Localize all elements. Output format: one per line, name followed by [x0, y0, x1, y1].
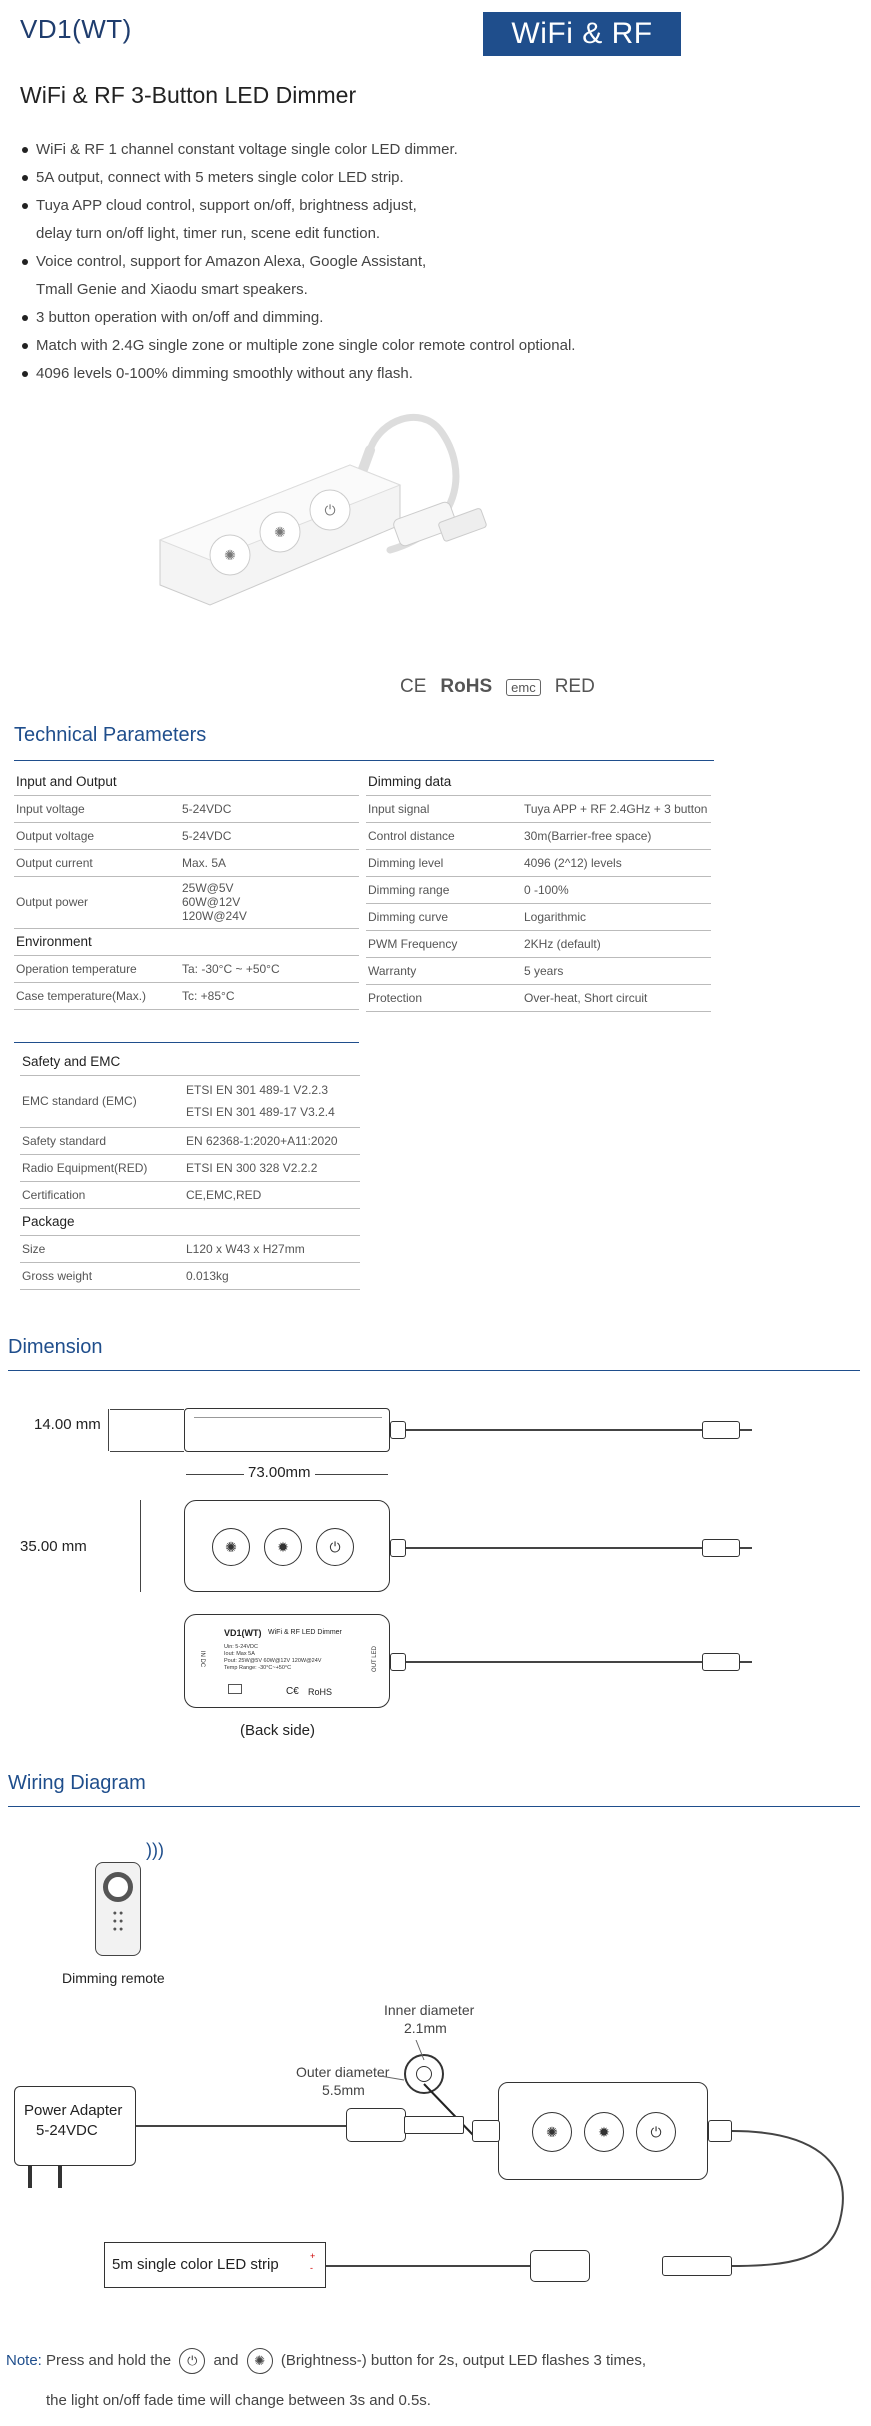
row-value: EN 62368-1:2020+A11:2020: [178, 1127, 360, 1154]
row-value: ETSI EN 300 328 V2.2.2: [178, 1154, 360, 1181]
inner-diameter-value: 2.1mm: [404, 2020, 447, 2036]
row-label: Certification: [20, 1181, 178, 1208]
table-row: [20, 1262, 360, 1289]
row-label: Control distance: [366, 822, 516, 849]
dimming-heading: Dimming data: [366, 768, 711, 795]
wireless-signal-icon: ))): [146, 1840, 164, 1860]
cable: [404, 1661, 704, 1663]
in-dc-text: IN DC: [199, 1650, 206, 1668]
feature-list: [20, 136, 720, 388]
ce-mark: C€: [286, 1686, 299, 1697]
power-value: 25W@5V: [182, 881, 234, 895]
row-label: Safety standard: [20, 1127, 178, 1154]
note-line-2: the light on/off fade time will change between 3s and 0.5s.: [46, 2392, 431, 2409]
rohs-mark: RoHS: [308, 1687, 333, 1697]
row-label: Input signal: [366, 795, 516, 822]
row-value: 5-24VDC: [174, 795, 359, 822]
table-row: [366, 984, 711, 1011]
plug-tip: [740, 1547, 752, 1549]
dim-line: [110, 1451, 184, 1452]
label-title: VD1(WT): [224, 1628, 262, 1638]
row-value: 5-24VDC: [174, 822, 359, 849]
io-table: [14, 768, 359, 1010]
row-label: Dimming curve: [366, 903, 516, 930]
row-value: L120 x W43 x H27mm: [178, 1235, 360, 1262]
row-label: Output current: [14, 849, 174, 876]
row-label: EMC standard (EMC): [20, 1075, 178, 1127]
row-label: Operation temperature: [14, 955, 174, 982]
wifi-rf-badge: WiFi & RF: [483, 12, 681, 56]
power-value: 120W@24V: [182, 909, 247, 923]
note-and: and: [213, 2351, 239, 2369]
table-row: [20, 1154, 360, 1181]
cable-strain: [708, 2120, 732, 2142]
feature-item-continued: Tmall Genie and Xiaodu smart speakers.: [36, 281, 308, 298]
dc-socket: [530, 2250, 590, 2282]
table-row: [14, 876, 359, 928]
env-heading: Environment: [14, 928, 359, 955]
output-plug: [662, 2256, 732, 2276]
row-value: 30m(Barrier-free space): [516, 822, 711, 849]
table-row: [366, 849, 711, 876]
row-label: Size: [20, 1235, 178, 1262]
plug-tip: [740, 1661, 752, 1663]
power-button: ⏻: [316, 1528, 354, 1566]
wiring-divider: [8, 1806, 860, 1807]
dim-line: [110, 1409, 184, 1410]
row-label: Warranty: [366, 957, 516, 984]
dc-plug: [702, 1653, 740, 1671]
height-label: 14.00 mm: [34, 1416, 101, 1433]
power-button: ⏻: [636, 2112, 676, 2152]
label-line: Uin: 5-24VDC: [224, 1644, 258, 1650]
adapter-cable: [136, 2125, 348, 2127]
width-label: 35.00 mm: [20, 1538, 87, 1555]
row-label: Case temperature(Max.): [14, 982, 174, 1009]
cable-strain: [472, 2120, 500, 2142]
tech-divider: [14, 760, 714, 761]
outer-diameter-label: Outer diameter: [296, 2064, 390, 2080]
row-value: 4096 (2^12) levels: [516, 849, 711, 876]
svg-text:✺: ✺: [274, 525, 286, 541]
row-label: Protection: [366, 984, 516, 1011]
note-line-1: [6, 2348, 646, 2374]
output-cable: [730, 2120, 860, 2280]
feature-item: 3 button operation with on/off and dimming.: [20, 304, 720, 332]
row-value: [178, 1075, 360, 1127]
table-row: [366, 957, 711, 984]
plug-tip: [740, 1429, 752, 1431]
safety-table: [20, 1048, 360, 1290]
feature-item: 5A output, connect with 5 meters single color LED strip.: [20, 164, 720, 192]
power-icon: ⏻: [179, 2348, 205, 2374]
dim-line: [108, 1409, 109, 1451]
red-mark: RED: [554, 676, 595, 697]
io-heading: Input and Output: [14, 768, 359, 795]
tech-params-heading: Technical Parameters: [14, 724, 207, 746]
dc-plug: [702, 1539, 740, 1557]
brightness-down-button: ✺: [532, 2112, 572, 2152]
label-line: Iout: Max 5A: [224, 1651, 255, 1657]
cable-strain: [390, 1653, 406, 1671]
product-subtitle: WiFi & RF 3-Button LED Dimmer: [20, 82, 357, 108]
row-value: Logarithmic: [516, 903, 711, 930]
feature-item: WiFi & RF 1 channel constant voltage single color LED dimmer.: [20, 136, 720, 164]
dim-line: [140, 1500, 141, 1592]
dimension-heading: Dimension: [8, 1336, 103, 1358]
strip-cable: [326, 2265, 532, 2267]
table-row: [20, 1075, 360, 1127]
cable: [404, 1429, 704, 1431]
outer-diameter-value: 5.5mm: [322, 2082, 365, 2098]
row-label: Radio Equipment(RED): [20, 1154, 178, 1181]
feature-item: Tuya APP cloud control, support on/off, brightness adjust,: [20, 192, 720, 220]
brightness-down-button: ✺: [212, 1528, 250, 1566]
note-text: (Brightness-) button for 2s, output LED flashes 3 times,: [280, 2351, 647, 2369]
table-row: [366, 795, 711, 822]
power-value: 60W@12V: [182, 895, 241, 909]
strip-polarity-icon: + -: [310, 2251, 316, 2273]
table-row: [366, 822, 711, 849]
brightness-up-button: ✹: [264, 1528, 302, 1566]
length-label: 73.00mm: [244, 1464, 315, 1481]
svg-text:⏻: ⏻: [324, 503, 336, 519]
rohs-mark: RoHS: [440, 676, 493, 697]
row-value: Over-heat, Short circuit: [516, 984, 711, 1011]
adapter-prong: [58, 2166, 62, 2188]
svg-text:✺: ✺: [224, 548, 236, 564]
row-label: Input voltage: [14, 795, 174, 822]
row-label: Dimming level: [366, 849, 516, 876]
table-row: [20, 1235, 360, 1262]
feature-item: Match with 2.4G single zone or multiple zone single color remote control optional.: [20, 332, 720, 360]
cert-row: [400, 676, 595, 698]
table-row: [20, 1181, 360, 1208]
table-row: [14, 955, 359, 982]
adapter-prong: [28, 2166, 32, 2188]
row-label: Output voltage: [14, 822, 174, 849]
emc-value: ETSI EN 301 489-17 V3.2.4: [186, 1105, 335, 1119]
table-row: [14, 849, 359, 876]
table-row: [366, 876, 711, 903]
feature-item: Voice control, support for Amazon Alexa, Google Assistant,: [20, 248, 720, 276]
table-row: [14, 822, 359, 849]
tuya-logo-icon: [228, 1684, 242, 1694]
product-image: [140, 410, 560, 670]
back-side-label: (Back side): [240, 1722, 316, 1739]
feature-item: 4096 levels 0-100% dimming smoothly without any flash.: [20, 360, 720, 388]
label-specs: [224, 1644, 321, 1672]
package-heading: Package: [20, 1208, 360, 1235]
dc-plug: [702, 1421, 740, 1439]
brightness-up-button: ✹: [584, 2112, 624, 2152]
dimension-divider: [8, 1370, 860, 1371]
row-value: CE,EMC,RED: [178, 1181, 360, 1208]
adapter-label: Power Adapter: [24, 2102, 123, 2119]
ce-mark: CE: [400, 676, 427, 697]
inner-diameter-label: Inner diameter: [384, 2002, 475, 2018]
device-side-view: [184, 1408, 390, 1452]
model-title: VD1(WT): [20, 14, 132, 44]
dc-plug: [404, 2116, 464, 2134]
row-label: Output power: [14, 876, 174, 928]
emc-value: ETSI EN 301 489-1 V2.2.3: [186, 1083, 329, 1097]
row-value: Max. 5A: [174, 849, 359, 876]
remote-buttons: ● ● ● ● ● ●: [112, 1910, 124, 1933]
feature-item-continued: delay turn on/off light, timer run, scene edit function.: [36, 225, 381, 242]
row-value: Tc: +85°C: [174, 982, 359, 1009]
table-row: [366, 930, 711, 957]
note-label: Note:: [6, 2351, 42, 2369]
table-row: [20, 1127, 360, 1154]
cable-strain: [390, 1539, 406, 1557]
wiring-heading: Wiring Diagram: [8, 1772, 146, 1794]
emc-mark: emc: [506, 679, 541, 696]
row-value: 0.013kg: [178, 1262, 360, 1289]
note-text: Press and hold the: [46, 2351, 172, 2369]
safety-heading: Safety and EMC: [20, 1048, 360, 1075]
row-value: Ta: -30°C ~ +50°C: [174, 955, 359, 982]
dc-jack: [346, 2108, 406, 2142]
row-value: 0 -100%: [516, 876, 711, 903]
out-led-text: OUT LED: [371, 1646, 378, 1672]
cable-strain: [390, 1421, 406, 1439]
adapter-voltage: 5-24VDC: [36, 2122, 98, 2139]
row-value: [174, 876, 359, 928]
led-strip-label: 5m single color LED strip: [112, 2256, 279, 2273]
dimming-table: [366, 768, 711, 1012]
row-value: 5 years: [516, 957, 711, 984]
label-subtitle: WiFi & RF LED Dimmer: [268, 1629, 342, 1636]
row-value: Tuya APP + RF 2.4GHz + 3 button: [516, 795, 711, 822]
remote-label: Dimming remote: [62, 1970, 165, 1986]
table-row: [366, 903, 711, 930]
label-line: Temp Range: -30°C~+50°C: [224, 1665, 292, 1671]
table-row: [14, 795, 359, 822]
row-value: 2KHz (default): [516, 930, 711, 957]
edge-line: [194, 1417, 382, 1418]
row-label: Dimming range: [366, 876, 516, 903]
row-label: PWM Frequency: [366, 930, 516, 957]
safety-divider: [14, 1042, 359, 1043]
label-line: Pout: 25W@5V 60W@12V 120W@24V: [224, 1658, 322, 1664]
brightness-down-icon: ✺: [247, 2348, 273, 2374]
remote-dial: [103, 1872, 133, 1902]
table-row: [14, 982, 359, 1009]
cable: [404, 1547, 704, 1549]
row-label: Gross weight: [20, 1262, 178, 1289]
